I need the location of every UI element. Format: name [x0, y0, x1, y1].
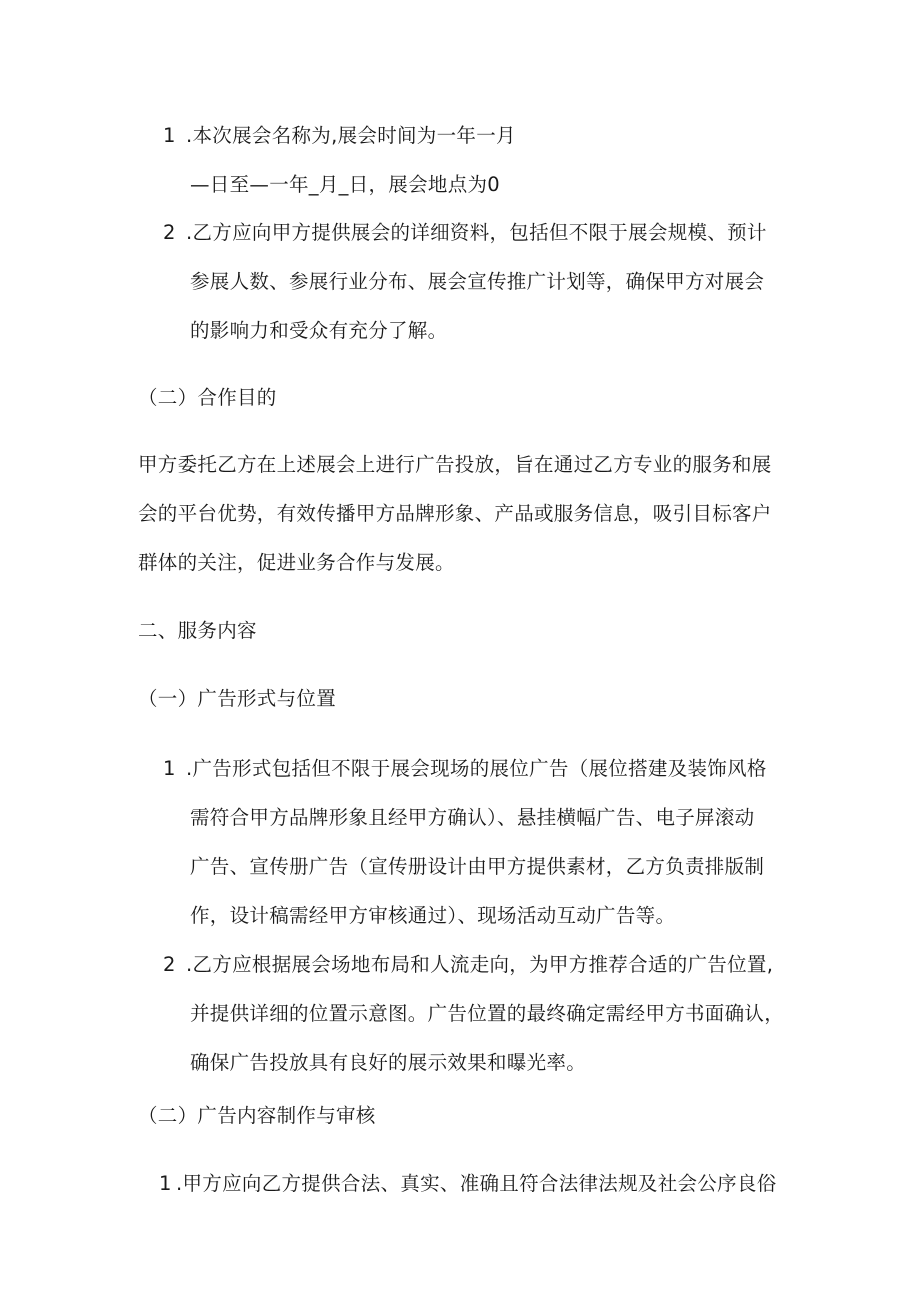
list-number: 1 [163, 757, 176, 780]
paragraph-line: 确保广告投放具有良好的展示效果和曝光率。 [190, 1051, 587, 1074]
section-heading: 二、服务内容 [138, 619, 257, 642]
paragraph-line: —日至—一年_月_日，展会地点为0 [190, 173, 501, 196]
paragraph-line: 甲方委托乙方在上述展会上进行广告投放，旨在通过乙方专业的服务和展 [138, 453, 772, 476]
paragraph-line: .乙方应根据展会场地布局和人流走向，为甲方推荐合适的广告位置, [186, 953, 774, 976]
list-number: 1 [163, 124, 176, 147]
list-number: 2 [163, 953, 176, 976]
list-number: 2 [163, 221, 176, 244]
paragraph-line: 会的平台优势，有效传播甲方品牌形象、产品或服务信息，吸引目标客户 [138, 502, 772, 525]
paragraph-line: .乙方应向甲方提供展会的详细资料，包括但不限于展会规模、预计 [186, 221, 767, 244]
paragraph-line: .甲方应向乙方提供合法、真实、准确且符合法律法规及社会公序良俗 [176, 1172, 777, 1195]
paragraph-line: 群体的关注，促进业务合作与发展。 [138, 551, 455, 574]
paragraph-line: 并提供详细的位置示意图。广告位置的最终确定需经甲方书面确认， [190, 1002, 785, 1025]
paragraph-line: .广告形式包括但不限于展会现场的展位广告（展位搭建及装饰风格 [186, 757, 767, 780]
paragraph-line: 需符合甲方品牌形象且经甲方确认）、悬挂横幅广告、电子屏滚动 [190, 806, 755, 829]
subsection-heading: （一）广告形式与位置 [138, 687, 337, 710]
paragraph-line: 作，设计稿需经甲方审核通过）、现场活动互动广告等。 [190, 904, 676, 927]
subsection-heading: （二）广告内容制作与审核 [138, 1104, 376, 1127]
paragraph-line: 参展人数、参展行业分布、展会宣传推广计划等，确保甲方对展会 [190, 270, 765, 293]
list-number: 1 [159, 1172, 172, 1195]
paragraph-line: 广告、宣传册广告（宣传册设计由甲方提供素材，乙方负责排版制 [190, 855, 765, 878]
paragraph-line: .本次展会名称为,展会时间为一年一月 [186, 124, 516, 147]
paragraph-line: 的影响力和受众有充分了解。 [190, 319, 448, 342]
section-heading: （二）合作目的 [138, 386, 277, 409]
